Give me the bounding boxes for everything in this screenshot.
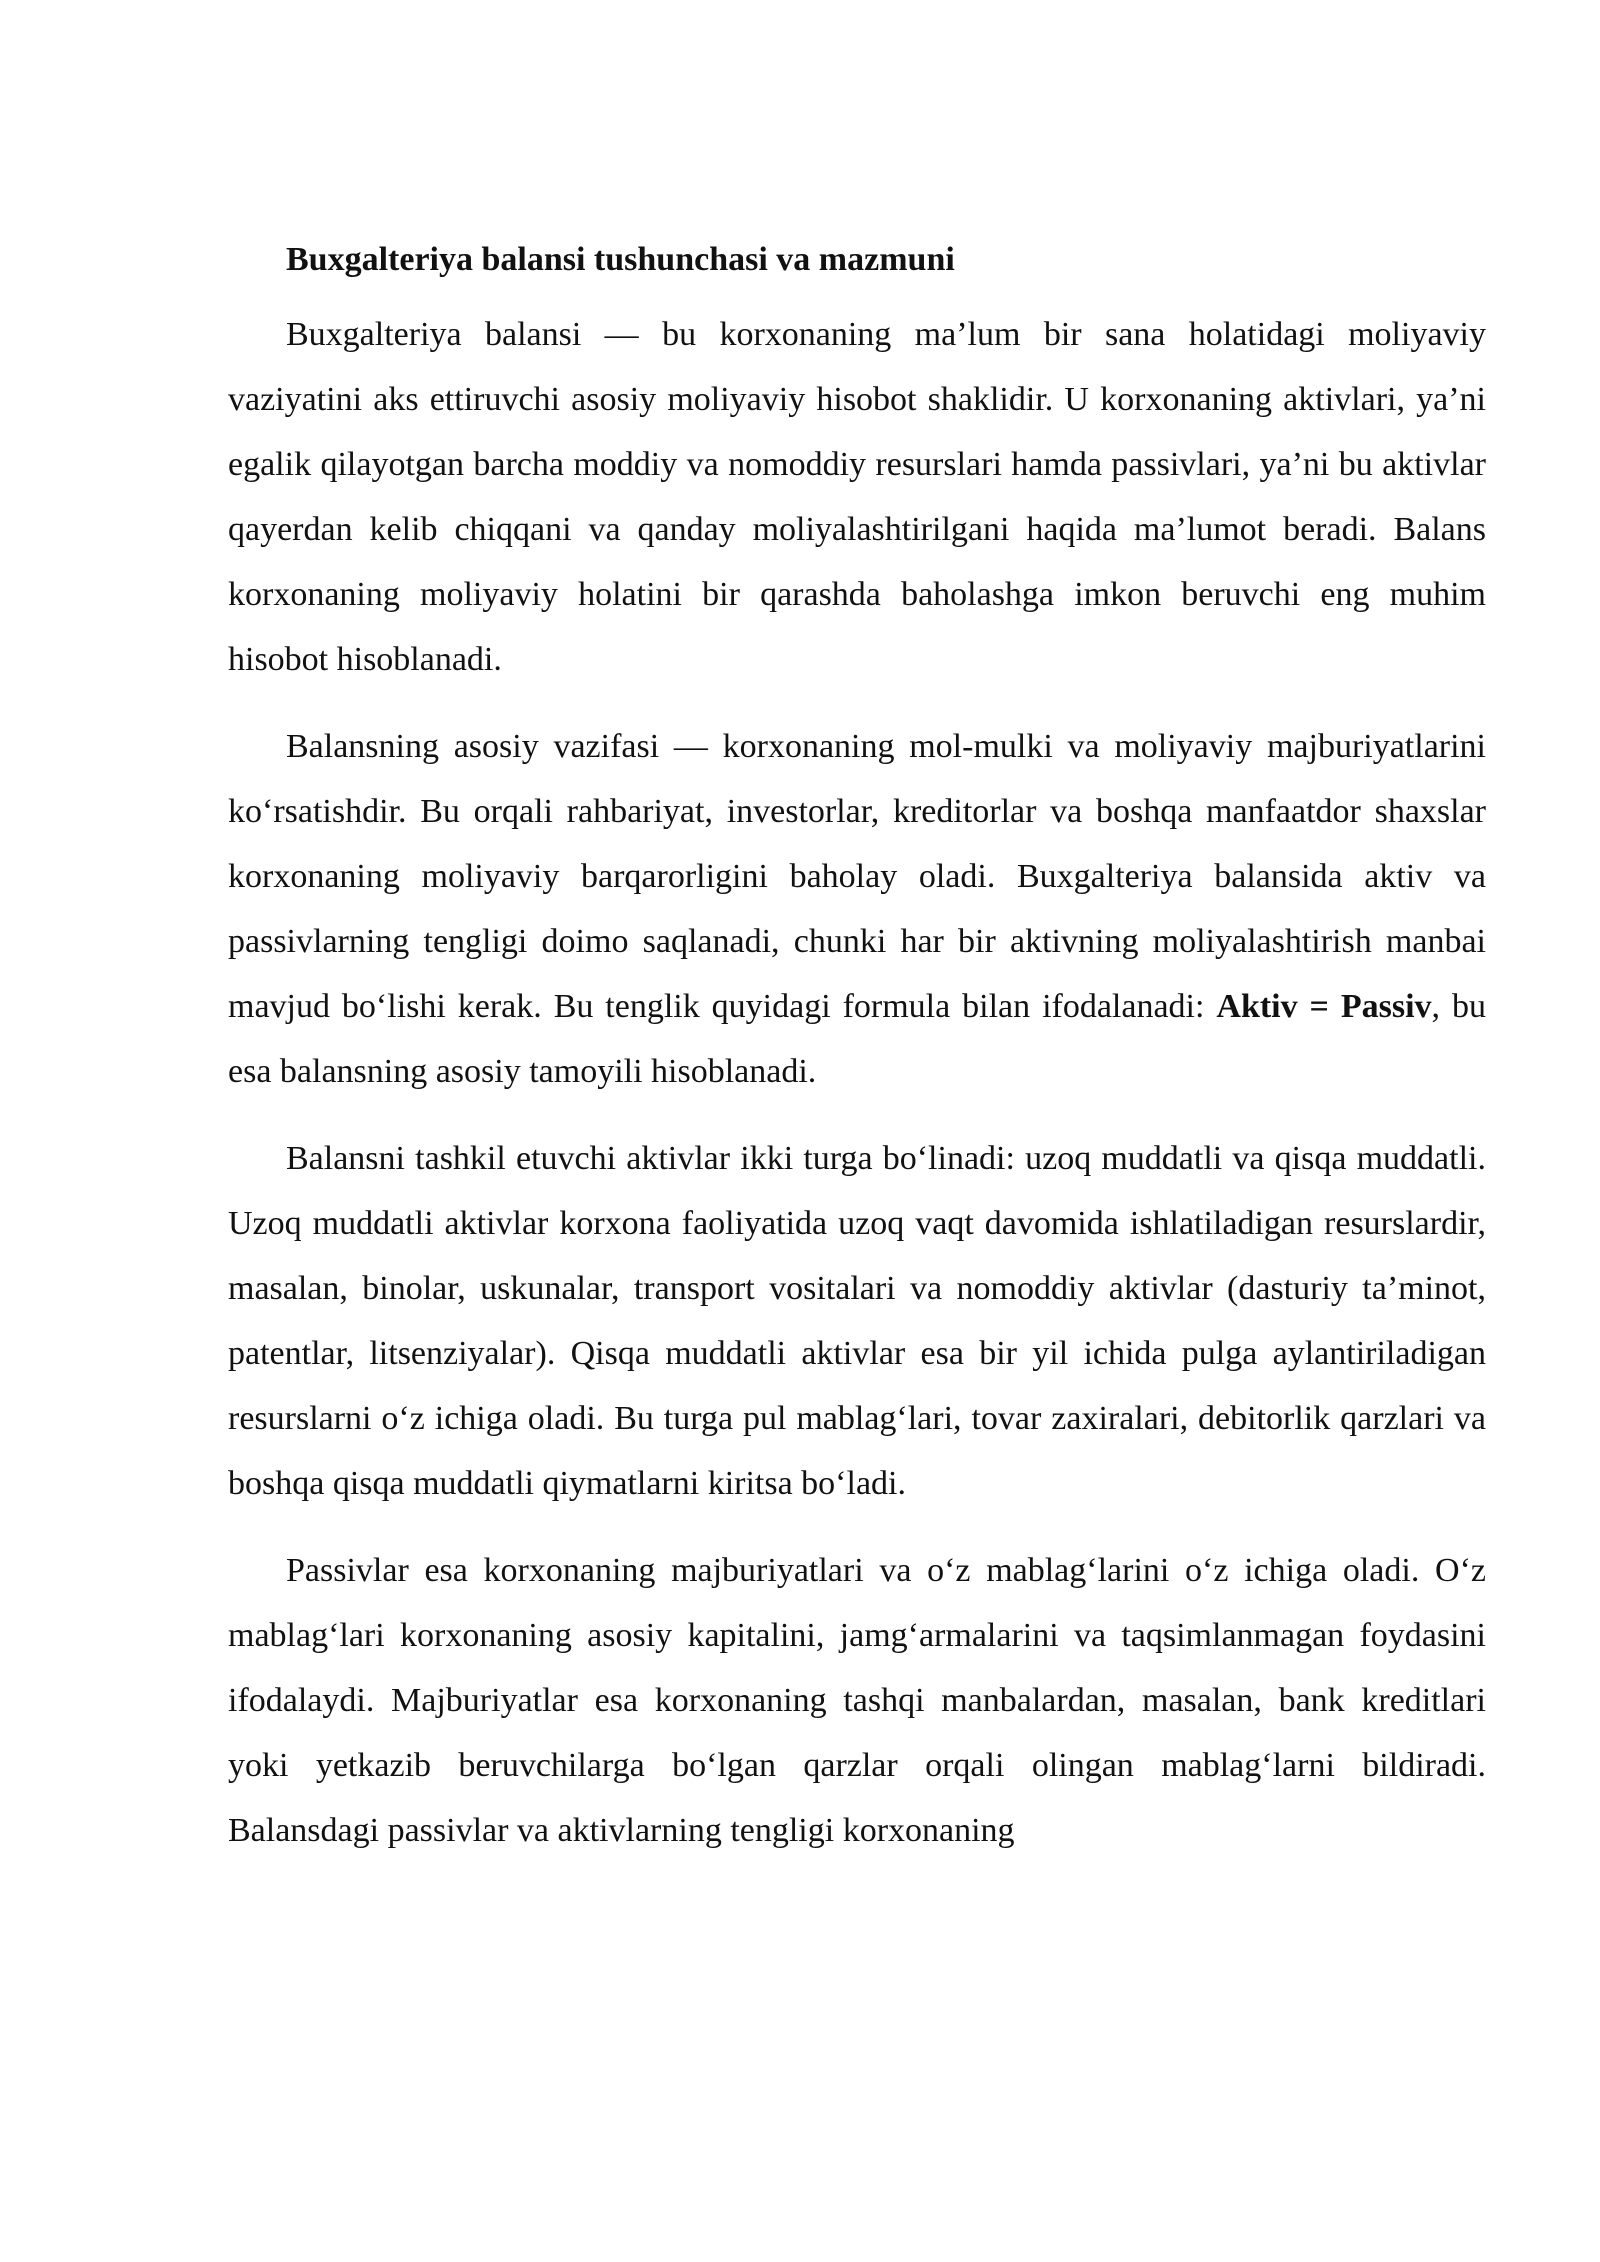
paragraph-3: Balansni tashkil etuvchi aktivlar ikki turga bo‘linadi: uzoq muddatli va qisqa muddatli. Uzoq muddatli aktivlar korxona faoliyatida uzoq vaqt davomida ishlatiladigan resurslardir, masalan, binolar, uskunalar, transport vositalari va nomoddiy aktivlar (dasturiy ta’minot, patentlar, litsenziyalar). Qisqa muddatli aktivlar esa bir yil ichida pulga aylantiriladigan resurslarni o‘z ichiga oladi. Bu turga pul mablag‘lari, tovar zaxiralari, debitorlik qarzlari va boshqa qisqa muddatli qiymatlarni kiritsa bo‘ladi.	[228, 1140, 1486, 1502]
section-heading: Buxgalteriya balansi tushunchasi va mazmuni	[286, 241, 955, 278]
paragraph-2-text-before: Balansning asosiy vazifasi — korxonaning mol-mulki va moliyaviy majburiyatlarini ko‘rsatishdir. Bu orqali rahbariyat, investorlar, kreditorlar va boshqa manfaatdor shaxslar korxonaning moliyaviy barqarorligini baholay oladi. Buxgalteriya balansida aktiv va passivlarning tengligi doimo saqlanadi, chunki har bir aktivning moliyalashtirish manbai mavjud bo‘lishi kerak. Bu tenglik quyidagi formula bilan ifodalanadi:	[228, 728, 1486, 1025]
balance-formula: Aktiv = Passiv	[1216, 988, 1432, 1025]
document-body	[228, 228, 1486, 1885]
paragraph-2-text-after: , bu esa balansning asosiy tamoyili hisoblanadi.	[228, 988, 1486, 1090]
paragraph-1: Buxgalteriya balansi — bu korxonaning ma’lum bir sana holatidagi moliyaviy vaziyatini aks ettiruvchi asosiy moliyaviy hisobot shaklidir. U korxonaning aktivlari, ya’ni egalik qilayotgan barcha moddiy va nomoddiy resurslari hamda passivlari, ya’ni bu aktivlar qayerdan kelib chiqqani va qanday moliyalashtirilgani haqida ma’lumot beradi. Balans korxonaning moliyaviy holatini bir qarashda baholashga imkon beruvchi eng muhim hisobot hisoblanadi.	[228, 316, 1486, 678]
paragraph-2	[228, 714, 1486, 1104]
paragraph-4: Passivlar esa korxonaning majburiyatlari va o‘z mablag‘larini o‘z ichiga oladi. O‘z mablag‘lari korxonaning asosiy kapitalini, jamg‘armalarini va taqsimlanmagan foydasini ifodalaydi. Majburiyatlar esa korxonaning tashqi manbalardan, masalan, bank kreditlari yoki yetkazib beruvchilarga bo‘lgan qarzlar orqali olingan mablag‘larni bildiradi. Balansdagi passivlar va aktivlarning tengligi korxonaning	[228, 1552, 1486, 1849]
